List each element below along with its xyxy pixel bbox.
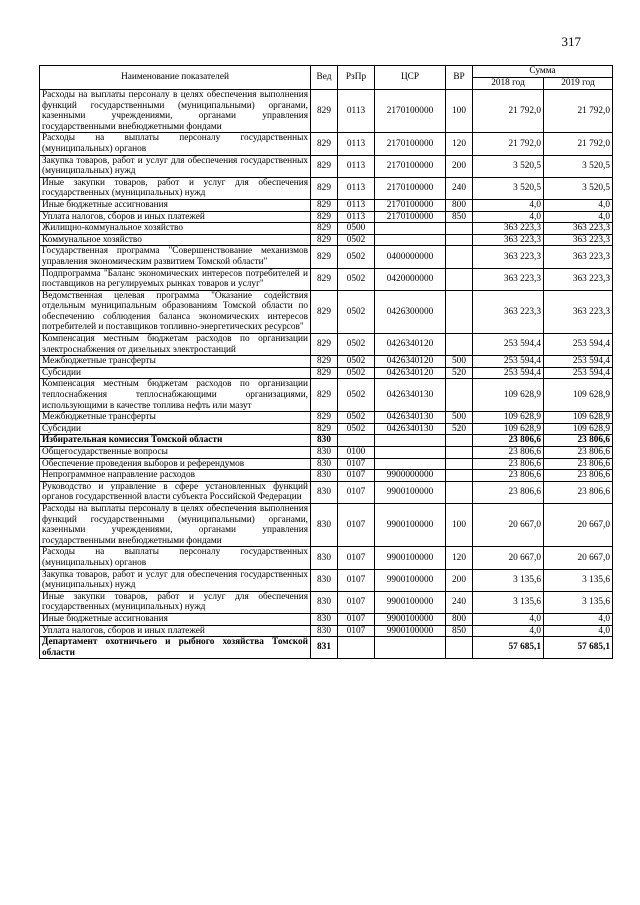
row-rzpr: 0502: [338, 379, 375, 412]
row-sum-2019: 23 806,6: [544, 470, 613, 482]
table-row: [40, 177, 613, 199]
row-sum-2018: 363 223,3: [473, 268, 544, 290]
table-body: [40, 90, 613, 659]
row-csr: 2170100000: [375, 90, 446, 133]
row-name: Расходы на выплаты персоналу государственных (муниципальных) органов: [40, 133, 311, 155]
row-rzpr: 0113: [338, 90, 375, 133]
row-csr: 9900100000: [375, 569, 446, 591]
row-vr: [446, 246, 473, 268]
row-csr: 0400000000: [375, 246, 446, 268]
row-rzpr: 0502: [338, 268, 375, 290]
row-vr: 100: [446, 503, 473, 546]
row-name: Ведомственная целевая программа "Оказание содействия отдельным муниципальным образованиям Томской области по обеспечению соблюдения баланса экономических интересов потребителей и поставщиков топливно-энергетических ресурсов": [40, 290, 311, 333]
header-csr: ЦСР: [375, 66, 446, 90]
row-vr: 520: [446, 367, 473, 379]
row-ved: 830: [311, 613, 338, 625]
row-vr: [446, 334, 473, 356]
table-row: [40, 290, 613, 333]
row-ved: 830: [311, 447, 338, 459]
table-row: [40, 470, 613, 482]
row-name: Департамент охотничьего и рыбного хозяйства Томской области: [40, 637, 311, 659]
row-name: Подпрограмма "Баланс экономических интересов потребителей и поставщиков на регулируемых рынках товаров и услуг": [40, 268, 311, 290]
row-sum-2019: 363 223,3: [544, 234, 613, 246]
row-ved: 830: [311, 547, 338, 569]
table-row: [40, 246, 613, 268]
row-name: Уплата налогов, сборов и иных платежей: [40, 625, 311, 637]
table-row: [40, 379, 613, 412]
row-sum-2019: 23 806,6: [544, 447, 613, 459]
row-vr: 120: [446, 133, 473, 155]
row-csr: 2170100000: [375, 155, 446, 177]
row-vr: 120: [446, 547, 473, 569]
row-csr: 9900100000: [375, 547, 446, 569]
row-sum-2019: 363 223,3: [544, 246, 613, 268]
row-csr: 9900100000: [375, 613, 446, 625]
row-sum-2018: 363 223,3: [473, 290, 544, 333]
row-sum-2018: 4,0: [473, 613, 544, 625]
row-name: Межбюджетные трансферты: [40, 356, 311, 368]
row-name: Расходы на выплаты персоналу в целях обеспечения выполнения функций государственными (муниципальными) органами, казенными учреждениями, органами управления государственными внебюджетными фондами: [40, 503, 311, 546]
row-sum-2018: 363 223,3: [473, 234, 544, 246]
row-name: Избирательная комиссия Томской области: [40, 435, 311, 447]
row-csr: 0426340130: [375, 379, 446, 412]
table-row: [40, 625, 613, 637]
row-sum-2018: 23 806,6: [473, 435, 544, 447]
row-sum-2019: 3 520,5: [544, 177, 613, 199]
row-rzpr: 0107: [338, 481, 375, 503]
row-sum-2018: 21 792,0: [473, 90, 544, 133]
row-sum-2018: 20 667,0: [473, 547, 544, 569]
row-name: Субсидии: [40, 423, 311, 435]
row-sum-2019: 4,0: [544, 613, 613, 625]
row-vr: 240: [446, 177, 473, 199]
row-rzpr: 0107: [338, 503, 375, 546]
table-row: [40, 591, 613, 613]
row-sum-2018: 3 520,5: [473, 177, 544, 199]
row-sum-2018: 23 806,6: [473, 470, 544, 482]
row-sum-2019: 4,0: [544, 199, 613, 211]
row-ved: 830: [311, 569, 338, 591]
row-sum-2019: 3 520,5: [544, 155, 613, 177]
row-ved: 829: [311, 177, 338, 199]
row-rzpr: 0107: [338, 569, 375, 591]
row-sum-2018: 3 135,6: [473, 569, 544, 591]
row-sum-2019: 57 685,1: [544, 637, 613, 659]
table-row: [40, 367, 613, 379]
row-sum-2018: 363 223,3: [473, 246, 544, 268]
row-ved: 829: [311, 379, 338, 412]
row-rzpr: 0113: [338, 199, 375, 211]
row-vr: 200: [446, 569, 473, 591]
table-row: [40, 223, 613, 235]
row-ved: 829: [311, 268, 338, 290]
row-vr: 500: [446, 356, 473, 368]
row-rzpr: 0107: [338, 547, 375, 569]
table-row: [40, 412, 613, 424]
table-row: [40, 268, 613, 290]
row-vr: [446, 435, 473, 447]
row-vr: [446, 234, 473, 246]
row-name: Компенсация местным бюджетам расходов по организации теплоснабжения теплоснабжающими организациями, использующими в качестве топлива нефть или мазут: [40, 379, 311, 412]
row-name: Обеспечение проведения выборов и референдумов: [40, 458, 311, 470]
row-csr: 9900000000: [375, 470, 446, 482]
row-rzpr: 0502: [338, 334, 375, 356]
table-row: [40, 234, 613, 246]
budget-table: [39, 65, 613, 659]
row-sum-2019: 363 223,3: [544, 290, 613, 333]
row-vr: [446, 470, 473, 482]
table-row: [40, 199, 613, 211]
row-rzpr: 0100: [338, 447, 375, 459]
row-sum-2018: 23 806,6: [473, 458, 544, 470]
row-name: Иные закупки товаров, работ и услуг для обеспечения государственных (муниципальных) нужд: [40, 591, 311, 613]
page-number: 317: [561, 34, 581, 49]
row-ved: 829: [311, 223, 338, 235]
row-rzpr: 0107: [338, 458, 375, 470]
row-name: Общегосударственные вопросы: [40, 447, 311, 459]
row-ved: 829: [311, 246, 338, 268]
row-sum-2018: 4,0: [473, 211, 544, 223]
row-csr: 2170100000: [375, 177, 446, 199]
row-vr: 240: [446, 591, 473, 613]
row-csr: [375, 458, 446, 470]
row-sum-2018: 253 594,4: [473, 356, 544, 368]
row-sum-2019: 23 806,6: [544, 458, 613, 470]
row-ved: 829: [311, 367, 338, 379]
table-row: [40, 637, 613, 659]
row-csr: 9900100000: [375, 591, 446, 613]
row-sum-2018: 21 792,0: [473, 133, 544, 155]
table-row: [40, 435, 613, 447]
table-row: [40, 447, 613, 459]
row-ved: 830: [311, 481, 338, 503]
row-ved: 829: [311, 234, 338, 246]
table-row: [40, 481, 613, 503]
row-name: Коммунальное хозяйство: [40, 234, 311, 246]
row-sum-2018: 23 806,6: [473, 447, 544, 459]
table-row: [40, 547, 613, 569]
row-sum-2018: 57 685,1: [473, 637, 544, 659]
table-row: [40, 155, 613, 177]
row-rzpr: 0502: [338, 412, 375, 424]
row-vr: 200: [446, 155, 473, 177]
row-vr: 520: [446, 423, 473, 435]
row-csr: 0426340120: [375, 356, 446, 368]
row-csr: 0426340120: [375, 367, 446, 379]
row-vr: 100: [446, 90, 473, 133]
row-rzpr: [338, 435, 375, 447]
row-vr: [446, 290, 473, 333]
row-ved: 830: [311, 435, 338, 447]
row-vr: [446, 481, 473, 503]
row-sum-2019: 21 792,0: [544, 133, 613, 155]
row-sum-2019: 363 223,3: [544, 223, 613, 235]
row-ved: 830: [311, 625, 338, 637]
row-sum-2019: 109 628,9: [544, 379, 613, 412]
row-name: Субсидии: [40, 367, 311, 379]
row-rzpr: 0502: [338, 246, 375, 268]
row-sum-2019: 253 594,4: [544, 356, 613, 368]
row-ved: 829: [311, 90, 338, 133]
row-vr: [446, 447, 473, 459]
row-sum-2018: 253 594,4: [473, 367, 544, 379]
table-row: [40, 356, 613, 368]
row-name: Государственная программа "Совершенствование механизмов управления экономическим развитием Томской области": [40, 246, 311, 268]
row-ved: 831: [311, 637, 338, 659]
row-csr: [375, 637, 446, 659]
row-vr: 800: [446, 613, 473, 625]
row-name: Расходы на выплаты персоналу в целях обеспечения выполнения функций государственными (муниципальными) органами, казенными учреждениями, органами управления государственными внебюджетными фондами: [40, 90, 311, 133]
row-sum-2019: 20 667,0: [544, 503, 613, 546]
header-sum: Сумма: [473, 66, 613, 78]
row-rzpr: 0113: [338, 211, 375, 223]
row-name: Уплата налогов, сборов и иных платежей: [40, 211, 311, 223]
row-vr: 500: [446, 412, 473, 424]
row-ved: 829: [311, 290, 338, 333]
row-ved: 829: [311, 334, 338, 356]
row-rzpr: 0107: [338, 613, 375, 625]
row-csr: 2170100000: [375, 199, 446, 211]
row-name: Жилищно-коммунальное хозяйство: [40, 223, 311, 235]
row-rzpr: 0502: [338, 423, 375, 435]
row-sum-2018: 3 520,5: [473, 155, 544, 177]
row-rzpr: 0107: [338, 591, 375, 613]
row-rzpr: 0113: [338, 155, 375, 177]
row-sum-2019: 20 667,0: [544, 547, 613, 569]
row-rzpr: 0107: [338, 470, 375, 482]
row-vr: [446, 268, 473, 290]
row-vr: [446, 637, 473, 659]
row-csr: 2170100000: [375, 133, 446, 155]
row-rzpr: 0107: [338, 625, 375, 637]
row-ved: 829: [311, 211, 338, 223]
row-ved: 829: [311, 423, 338, 435]
row-ved: 829: [311, 199, 338, 211]
header-year-2019: 2019 год: [544, 78, 613, 90]
row-vr: 800: [446, 199, 473, 211]
row-ved: 830: [311, 470, 338, 482]
row-ved: 829: [311, 133, 338, 155]
table-row: [40, 613, 613, 625]
row-name: Непрограммное направление расходов: [40, 470, 311, 482]
table-row: [40, 503, 613, 546]
row-csr: [375, 435, 446, 447]
row-rzpr: 0502: [338, 290, 375, 333]
row-sum-2019: 109 628,9: [544, 412, 613, 424]
row-csr: [375, 447, 446, 459]
row-rzpr: 0500: [338, 223, 375, 235]
row-csr: 0426340130: [375, 412, 446, 424]
row-sum-2018: 109 628,9: [473, 412, 544, 424]
row-name: Закупка товаров, работ и услуг для обеспечения государственных (муниципальных) нужд: [40, 569, 311, 591]
row-sum-2019: 109 628,9: [544, 423, 613, 435]
row-rzpr: 0502: [338, 356, 375, 368]
row-ved: 830: [311, 591, 338, 613]
table-row: [40, 133, 613, 155]
row-vr: [446, 223, 473, 235]
header-name: Наименование показателей: [40, 66, 311, 90]
row-rzpr: 0113: [338, 133, 375, 155]
row-name: Межбюджетные трансферты: [40, 412, 311, 424]
row-csr: 0426300000: [375, 290, 446, 333]
row-sum-2019: 3 135,6: [544, 591, 613, 613]
row-vr: [446, 379, 473, 412]
header-year-2018: 2018 год: [473, 78, 544, 90]
row-sum-2018: 23 806,6: [473, 481, 544, 503]
header-vr: ВР: [446, 66, 473, 90]
row-ved: 829: [311, 155, 338, 177]
row-csr: [375, 234, 446, 246]
row-rzpr: 0113: [338, 177, 375, 199]
row-sum-2018: 3 135,6: [473, 591, 544, 613]
row-vr: [446, 458, 473, 470]
row-name: Закупка товаров, работ и услуг для обеспечения государственных (муниципальных) нужд: [40, 155, 311, 177]
row-vr: 850: [446, 625, 473, 637]
row-sum-2018: 4,0: [473, 199, 544, 211]
row-csr: [375, 223, 446, 235]
row-csr: 0426340130: [375, 423, 446, 435]
row-sum-2019: 253 594,4: [544, 367, 613, 379]
row-ved: 830: [311, 503, 338, 546]
row-sum-2019: 4,0: [544, 625, 613, 637]
header-rzpr: РзПр: [338, 66, 375, 90]
row-sum-2019: 253 594,4: [544, 334, 613, 356]
row-sum-2018: 363 223,3: [473, 223, 544, 235]
row-rzpr: [338, 637, 375, 659]
row-sum-2018: 4,0: [473, 625, 544, 637]
row-rzpr: 0502: [338, 367, 375, 379]
row-sum-2018: 109 628,9: [473, 379, 544, 412]
row-sum-2019: 4,0: [544, 211, 613, 223]
row-name: Иные бюджетные ассигнования: [40, 199, 311, 211]
table-row: [40, 569, 613, 591]
row-rzpr: 0502: [338, 234, 375, 246]
row-ved: 829: [311, 356, 338, 368]
row-sum-2019: 3 135,6: [544, 569, 613, 591]
row-name: Расходы на выплаты персоналу государственных (муниципальных) органов: [40, 547, 311, 569]
row-name: Иные закупки товаров, работ и услуг для обеспечения государственных (муниципальных) нужд: [40, 177, 311, 199]
table-row: [40, 334, 613, 356]
row-csr: 9900100000: [375, 481, 446, 503]
row-sum-2019: 23 806,6: [544, 435, 613, 447]
row-sum-2019: 23 806,6: [544, 481, 613, 503]
table-row: [40, 211, 613, 223]
row-name: Иные бюджетные ассигнования: [40, 613, 311, 625]
table-row: [40, 458, 613, 470]
row-sum-2018: 109 628,9: [473, 423, 544, 435]
row-name: Компенсация местным бюджетам расходов по организации электроснабжения от дизельных электростанций: [40, 334, 311, 356]
header-ved: Вед: [311, 66, 338, 90]
table-row: [40, 90, 613, 133]
row-ved: 830: [311, 458, 338, 470]
row-name: Руководство и управление в сфере установленных функций органов государственной власти субъекта Российской Федерации: [40, 481, 311, 503]
row-csr: 0426340120: [375, 334, 446, 356]
row-csr: 0420000000: [375, 268, 446, 290]
row-sum-2018: 253 594,4: [473, 334, 544, 356]
row-sum-2019: 21 792,0: [544, 90, 613, 133]
table-header: [40, 66, 613, 90]
table-row: [40, 423, 613, 435]
row-ved: 829: [311, 412, 338, 424]
row-vr: 850: [446, 211, 473, 223]
row-csr: 9900100000: [375, 503, 446, 546]
row-sum-2019: 363 223,3: [544, 268, 613, 290]
row-csr: 2170100000: [375, 211, 446, 223]
row-sum-2018: 20 667,0: [473, 503, 544, 546]
row-csr: 9900100000: [375, 625, 446, 637]
